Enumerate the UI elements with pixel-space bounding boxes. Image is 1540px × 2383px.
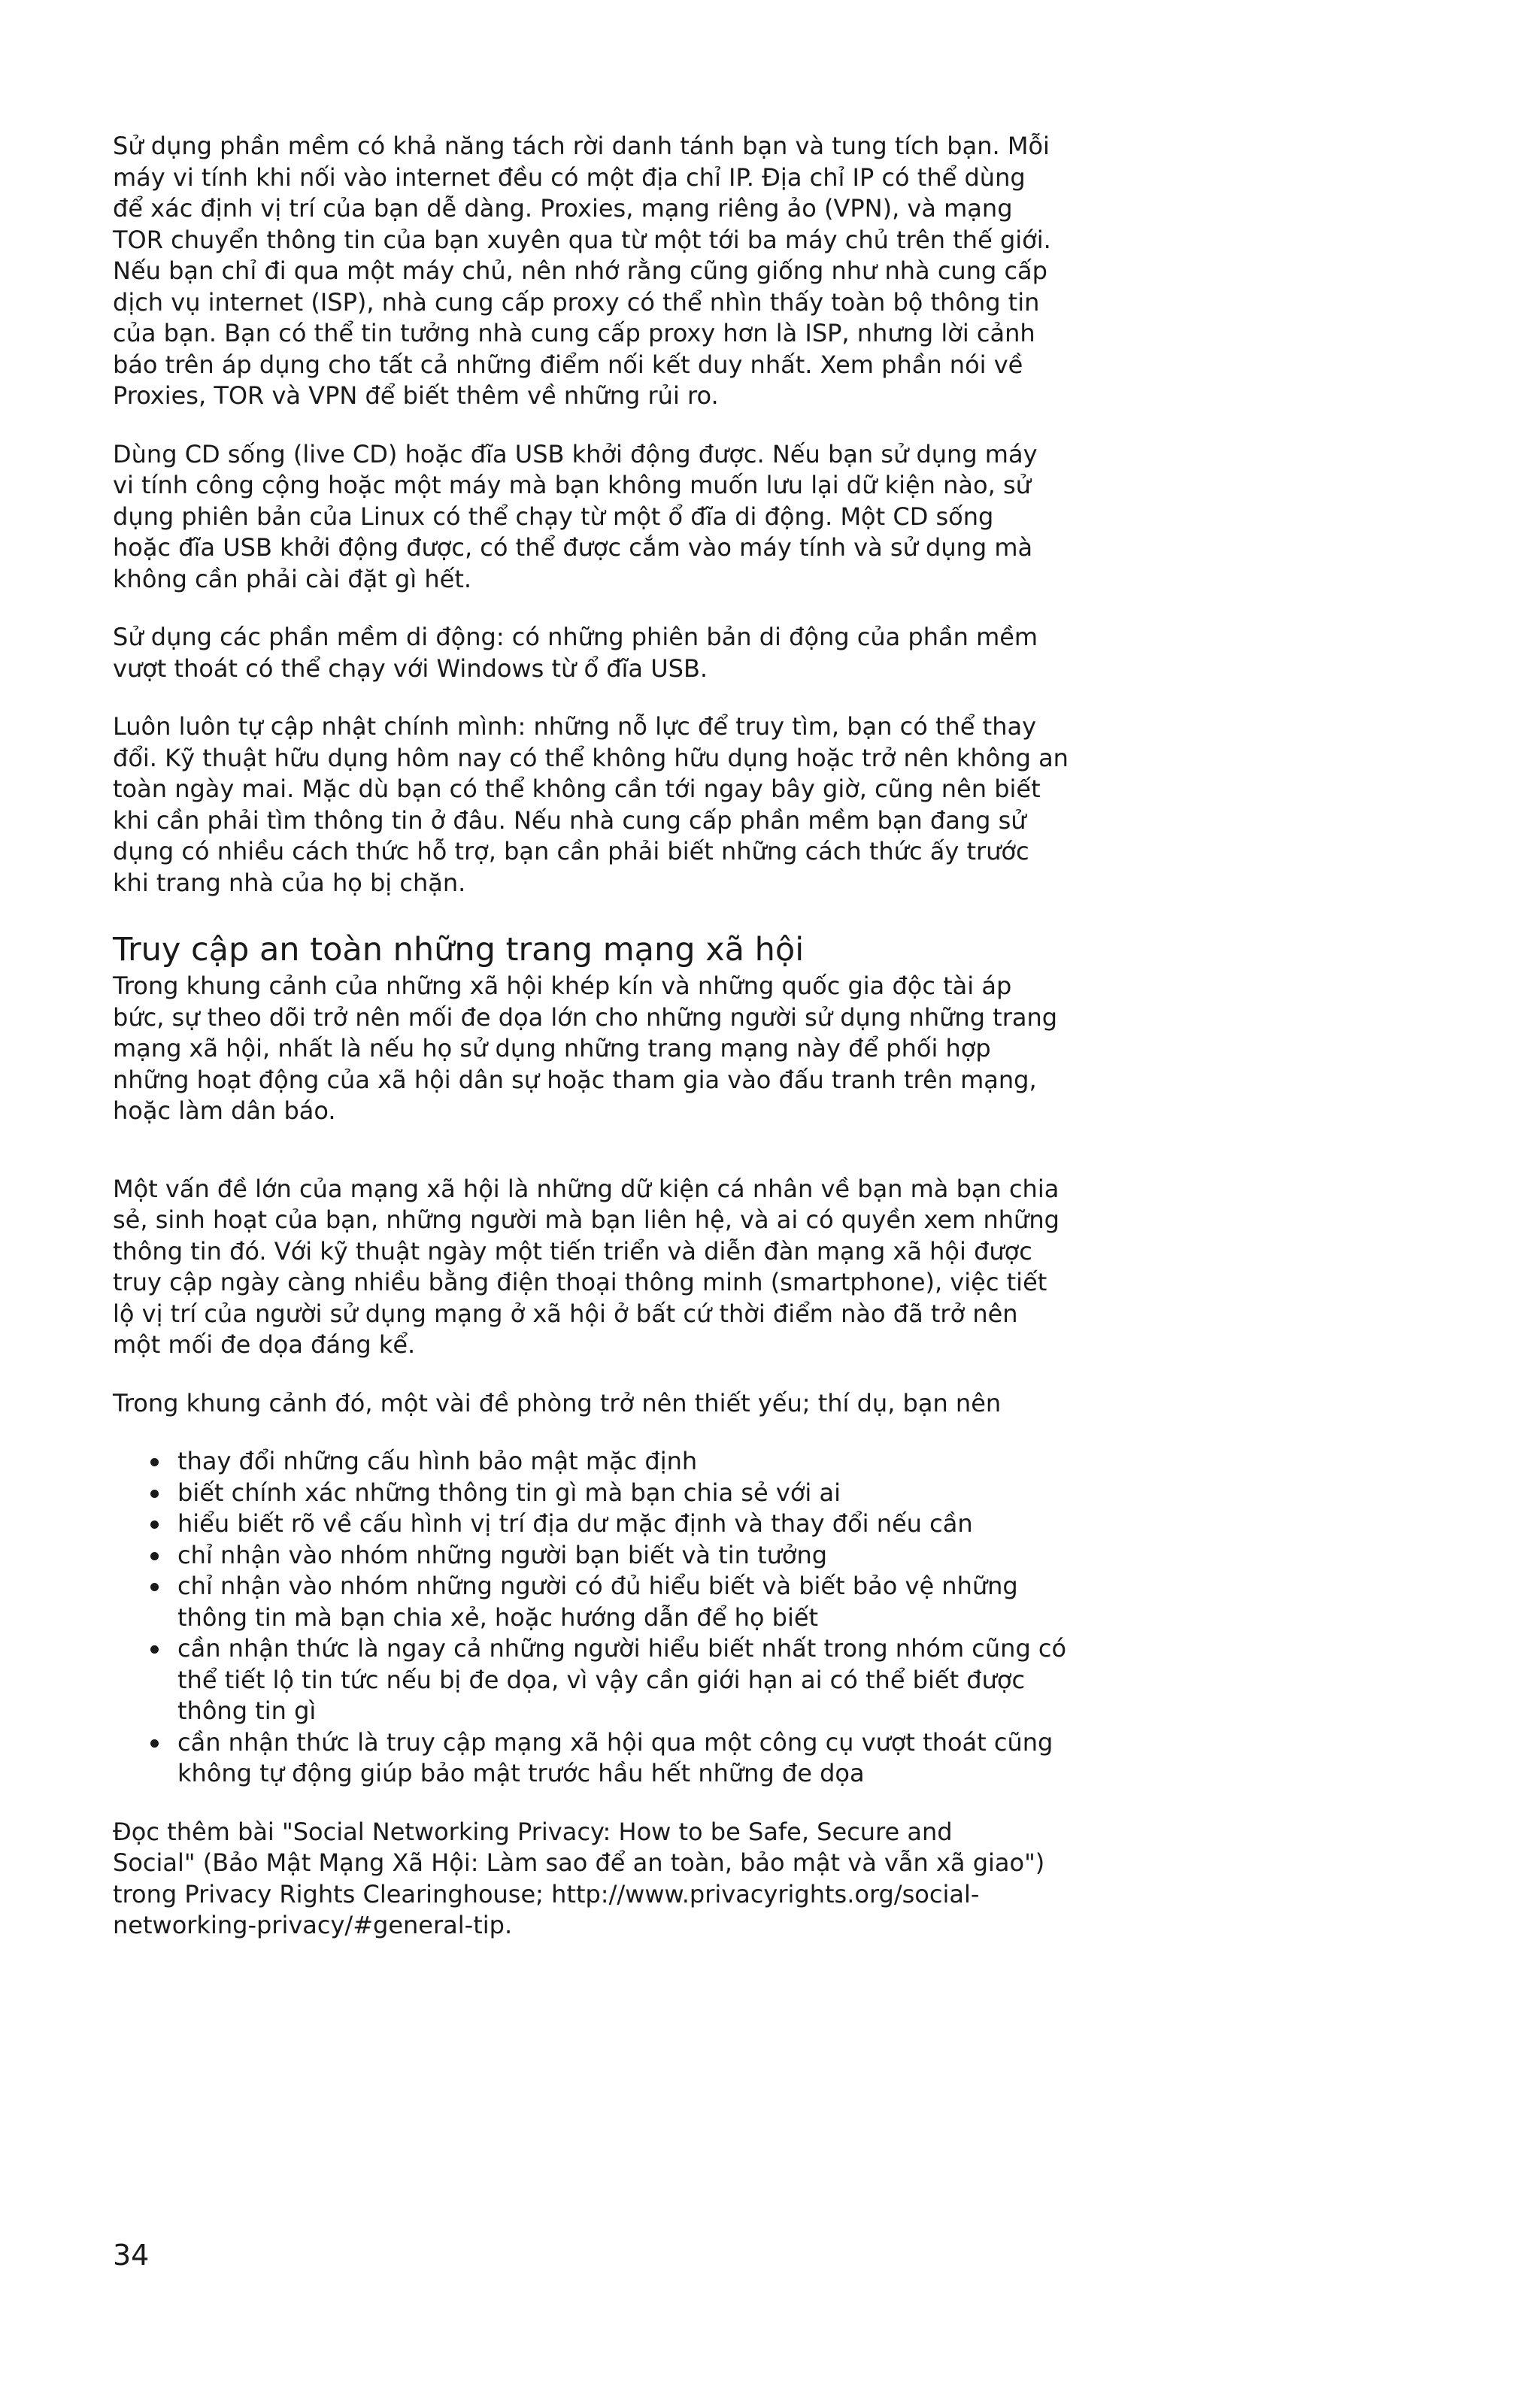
precautions-list bbox=[113, 1446, 1166, 1790]
list-item: chỉ nhận vào nhóm những người bạn biết và tin tưởng bbox=[113, 1540, 1166, 1572]
bullet-icon bbox=[150, 1552, 159, 1560]
paragraph-portable-software: Sử dụng các phần mềm di động: có những phiên bản di động của phần mềm vượt thoát có thể chạy với Windows từ ổ đĩa USB. bbox=[113, 623, 1038, 683]
list-item: cần nhận thức là ngay cả những người hiểu biết nhất trong nhóm cũng có thể tiết lộ tin tức nếu bị đe dọa, vì vậy cần giới hạn ai có thể biết được thông tin gì bbox=[113, 1633, 1166, 1727]
section-intro: Trong khung cảnh của những xã hội khép kín và những quốc gia độc tài áp bức, sự theo dõi trở nên mối đe dọa lớn cho những người sử dụng những trang mạng xã hội, nhất là nếu họ sử dụng những trang mạng này để phối hợp những hoạt động của xã hội dân sự hoặc tham gia vào đấu tranh trên mạng, hoặc làm dân báo. bbox=[113, 972, 1058, 1125]
bullet-icon bbox=[150, 1645, 159, 1654]
paragraph-further-reading: Đọc thêm bài "Social Networking Privacy: How to be Safe, Secure and Social" (Bảo Mật Mạng Xã Hội: Làm sao để an toàn, bảo mật và vẫn xã giao") trong Privacy Rights Clearinghouse; http://www.privacyrights.org/social- networking-privacy/#general-tip. bbox=[113, 1817, 1045, 1939]
section-heading: Truy cập an toàn những trang mạng xã hội bbox=[113, 931, 805, 969]
bullet-icon bbox=[150, 1520, 159, 1529]
list-item: hiểu biết rõ về cấu hình vị trí địa dư mặc định và thay đổi nếu cần bbox=[113, 1508, 1166, 1540]
paragraph-live-cd: Dùng CD sống (live CD) hoặc đĩa USB khởi động được. Nếu bạn sử dụng máy vi tính công cộng hoặc một máy mà bạn không muốn lưu lại dữ kiện nào, sử dụng phiên bản của Linux có thể chạy từ một ổ đĩa di động. Một CD sống hoặc đĩa USB khởi động được, có thể được cắm vào máy tính và sử dụng mà không cần phải cài đặt gì hết. bbox=[113, 439, 1038, 593]
list-item: biết chính xác những thông tin gì mà bạn chia sẻ với ai bbox=[113, 1478, 1166, 1509]
paragraph-personal-data: Một vấn đề lớn của mạng xã hội là những dữ kiện cá nhân về bạn mà bạn chia sẻ, sinh hoạt của bạn, những người mà bạn liên hệ, và ai có quyền xem những thông tin đó. Với kỹ thuật ngày một tiến triển và diễn đàn mạng xã hội được truy cập ngày càng nhiều bằng điện thoại thông minh (smartphone), việc tiết lộ vị trí của người sử dụng mạng ở xã hội ở bất cứ thời điểm nào đã trở nên một mối đe dọa đáng kể. bbox=[113, 1174, 1060, 1359]
list-item: cần nhận thức là truy cập mạng xã hội qua một công cụ vượt thoát cũng không tự động giúp bảo mật trước hầu hết những đe dọa bbox=[113, 1727, 1166, 1790]
paragraph-identity-separation: Sử dụng phần mềm có khả năng tách rời danh tánh bạn và tung tích bạn. Mỗi máy vi tính khi nối vào internet đều có một địa chỉ IP. Địa chỉ IP có thể dùng để xác định vị trí của bạn dễ dàng. Proxies, mạng riêng ảo (VPN), và mạng TOR chuyển thông tin của bạn xuyên qua từ một tới ba máy chủ trên thế giới. Nếu bạn chỉ đi qua một máy chủ, nên nhớ rằng cũng giống như nhà cung cấp dịch vụ internet (ISP), nhà cung cấp proxy có thể nhìn thấy toàn bộ thông tin của bạn. Bạn có thể tin tưởng nhà cung cấp proxy hơn là ISP, nhưng lời cảnh báo trên áp dụng cho tất cả những điểm nối kết duy nhất. Xem phần nói về Proxies, TOR và VPN để biết thêm về những rủi ro. bbox=[113, 132, 1051, 410]
bullet-icon bbox=[150, 1739, 159, 1748]
list-item: thay đổi những cấu hình bảo mật mặc định bbox=[113, 1446, 1166, 1478]
bullet-icon bbox=[150, 1490, 159, 1498]
paragraph-stay-updated: Luôn luôn tự cập nhật chính mình: những nỗ lực để truy tìm, bạn có thể thay đổi. Kỹ thuật hữu dụng hôm nay có thể không hữu dụng hoặc trở nên không an toàn ngày mai. Mặc dù bạn có thể không cần tới ngay bây giờ, cũng nên biết khi cần phải tìm thông tin ở đâu. Nếu nhà cung cấp phần mềm bạn đang sử dụng có nhiều cách thức hỗ trợ, bạn cần phải biết những cách thức ấy trước khi trang nhà của họ bị chặn. bbox=[113, 712, 1069, 897]
page-content bbox=[113, 131, 1166, 1942]
list-item: chỉ nhận vào nhóm những người có đủ hiểu biết và biết bảo vệ những thông tin mà bạn chia xẻ, hoặc hướng dẫn để họ biết bbox=[113, 1571, 1166, 1633]
paragraph-precautions-intro: Trong khung cảnh đó, một vài đề phòng trở nên thiết yếu; thí dụ, bạn nên bbox=[113, 1388, 1002, 1417]
bullet-icon bbox=[150, 1458, 159, 1466]
bullet-icon bbox=[150, 1583, 159, 1591]
page-number: 34 bbox=[113, 2239, 150, 2272]
